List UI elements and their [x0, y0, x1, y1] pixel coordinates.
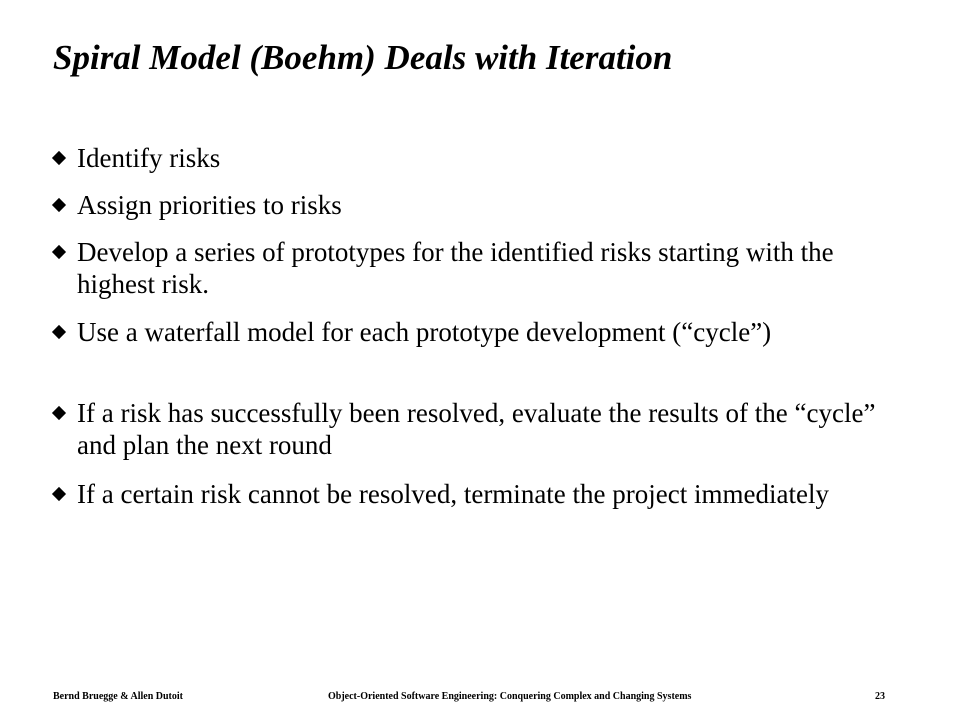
- diamond-bullet-icon: [52, 245, 66, 259]
- diamond-bullet-icon: [52, 325, 66, 339]
- footer-book-title: Object-Oriented Software Engineering: Conquering Complex and Changing Systems: [328, 691, 692, 702]
- bullet-text: Use a waterfall model for each prototype development (“cycle”): [77, 317, 772, 347]
- diamond-bullet-icon: [52, 151, 66, 165]
- bullet-text: If a risk has successfully been resolved, evaluate the results of the “cycle” and plan the next round: [77, 398, 876, 460]
- diamond-bullet-icon: [52, 406, 66, 420]
- footer-authors: Bernd Bruegge & Allen Dutoit: [53, 691, 183, 702]
- bullet-text: Assign priorities to risks: [77, 190, 342, 220]
- diamond-bullet-icon: [52, 487, 66, 501]
- bullet-text: If a certain risk cannot be resolved, terminate the project immediately: [77, 479, 829, 509]
- bullet-text: Identify risks: [77, 143, 221, 173]
- bullet-text: Develop a series of prototypes for the identified risks starting with the highest risk.: [77, 237, 834, 299]
- diamond-bullet-icon: [52, 198, 66, 212]
- page-number: 23: [875, 691, 885, 702]
- slide-title: Spiral Model (Boehm) Deals with Iteration: [53, 38, 673, 77]
